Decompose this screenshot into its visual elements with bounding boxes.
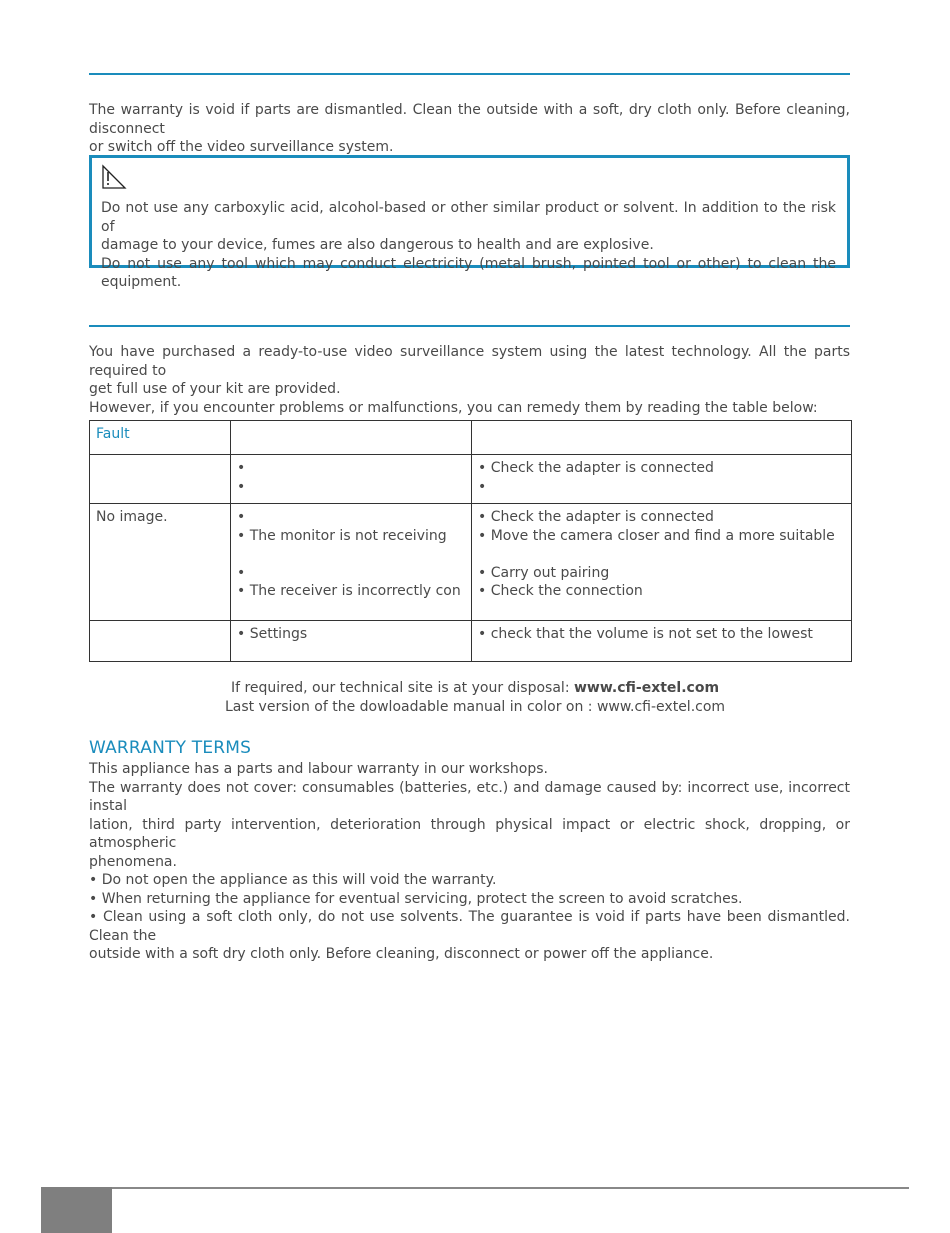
warranty-line: • Do not open the appliance as this will void the warranty. <box>89 872 497 888</box>
fault-cell: No image. <box>90 504 231 621</box>
cause-line: • <box>237 460 246 476</box>
table-row <box>90 621 852 662</box>
cause-line <box>237 545 465 564</box>
caution-line: damage to your device, fumes are also dangerous to health and are explosive. <box>101 237 654 253</box>
table-header-row <box>90 421 852 455</box>
cause-line: • <box>237 509 246 525</box>
support-line <box>0 679 950 698</box>
cleaning-line: The warranty is void if parts are dismantled. Clean the outside with a soft, dry cloth only. Before cleaning, disconnect <box>89 102 850 137</box>
manual-line: Last version of the dowloadable manual in color on : www.cfi-extel.com <box>224 699 726 715</box>
header-fault: Fault <box>90 421 231 455</box>
table-row <box>90 504 852 621</box>
intro-line: get full use of your kit are provided. <box>89 381 341 397</box>
remedy-line: • <box>478 478 487 495</box>
warranty-line: The warranty does not cover: consumables (batteries, etc.) and damage caused by: incorrect use, incorrect instal <box>89 779 850 814</box>
section-divider-top <box>89 73 850 75</box>
cause-line: • The receiver is incorrectly con <box>237 583 461 599</box>
cause-line: • Settings <box>237 626 308 642</box>
caution-box <box>89 155 850 290</box>
cause-cell <box>231 621 472 662</box>
table-row <box>90 455 852 504</box>
cause-line: • <box>237 564 246 581</box>
warranty-title: WARRANTY TERMS <box>89 738 252 758</box>
intro-line: However, if you encounter problems or malfunctions, you can remedy them by reading the table below: <box>89 399 818 416</box>
caution-text <box>101 199 836 292</box>
caution-line: Do not use any tool which may conduct electricity (metal brush, pointed tool or other) to clean the equipment. <box>101 255 836 290</box>
remedy-line: • Carry out pairing <box>478 564 610 581</box>
fault-cell <box>90 455 231 504</box>
cause-cell <box>231 455 472 504</box>
remedy-line: • check that the volume is not set to the lowest <box>478 626 813 642</box>
header-cause <box>231 421 472 455</box>
remedy-line: • Check the connection <box>478 583 643 599</box>
section-divider-troubleshooting <box>89 325 850 327</box>
cause-line: • The monitor is not receiving <box>237 527 447 544</box>
remedy-cell <box>472 504 852 621</box>
cause-line: • <box>237 478 246 495</box>
page-number-block <box>41 1187 112 1233</box>
cleaning-paragraph <box>89 101 850 157</box>
warranty-line: lation, third party intervention, deterioration through physical impact or electric shock, dropping, or atmospheric <box>89 816 850 851</box>
warranty-line: This appliance has a parts and labour warranty in our workshops. <box>89 761 548 777</box>
support-url-link[interactable]: www.cfi-extel.com <box>574 680 720 696</box>
warranty-line: phenomena. <box>89 853 177 870</box>
warning-triangle-icon <box>101 164 127 190</box>
remedy-line: • Check the adapter is connected <box>478 509 714 525</box>
remedy-line <box>478 545 845 564</box>
footer-divider <box>41 1187 909 1189</box>
troubleshooting-table <box>89 420 852 662</box>
warranty-line: • When returning the appliance for eventual servicing, protect the screen to avoid scratches. <box>89 890 743 907</box>
caution-line: Do not use any carboxylic acid, alcohol-based or other similar product or solvent. In addition to the risk of <box>101 200 836 235</box>
remedy-cell <box>472 621 852 662</box>
cleaning-line: or switch off the video surveillance system. <box>89 139 394 155</box>
intro-line: You have purchased a ready-to-use video surveillance system using the latest technology. All the parts required to <box>89 344 850 379</box>
remedy-cell <box>472 455 852 504</box>
support-prefix: If required, our technical site is at your disposal: <box>230 680 574 696</box>
header-remedy <box>472 421 852 455</box>
warranty-line: outside with a soft dry cloth only. Before cleaning, disconnect or power off the appliance. <box>89 946 714 962</box>
fault-cell <box>90 621 231 662</box>
warranty-line: • Clean using a soft cloth only, do not use solvents. The guarantee is void if parts have been dismantled. Clean the <box>89 909 850 944</box>
remedy-line: • Move the camera closer and find a more suitable <box>478 527 835 544</box>
remedy-line: • Check the adapter is connected <box>478 460 714 476</box>
warranty-text <box>89 760 850 964</box>
troubleshooting-intro <box>89 343 850 417</box>
cause-cell <box>231 504 472 621</box>
